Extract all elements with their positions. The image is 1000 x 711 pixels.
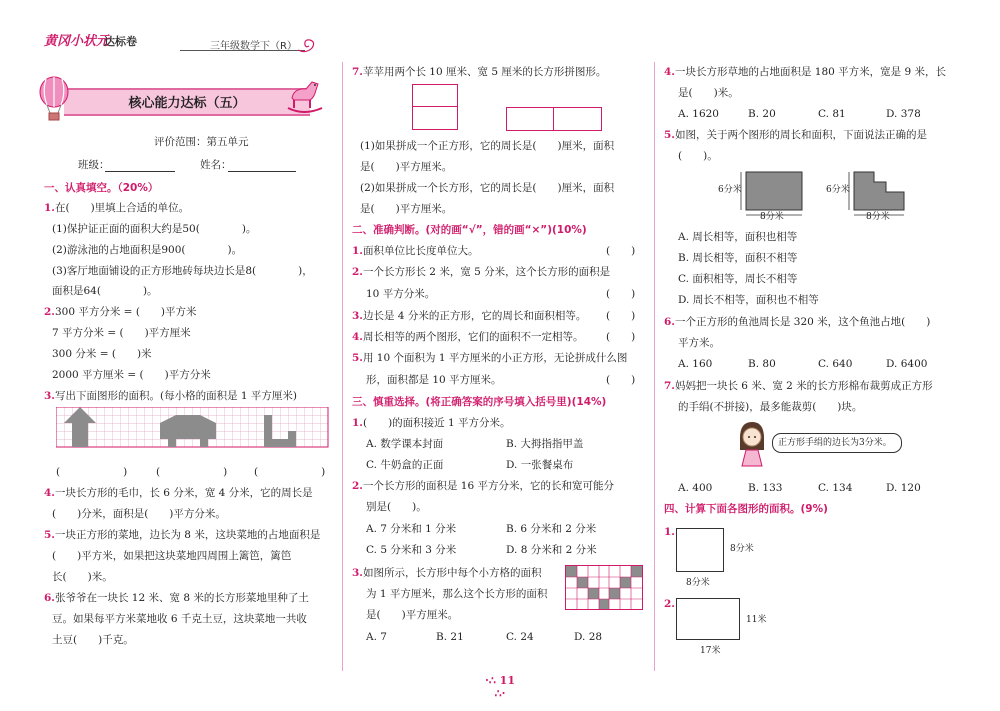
s3-q2-C[interactable]: C. 5 分米和 3 分米 xyxy=(366,544,457,556)
s1-q5-l3: 长( )米。 xyxy=(52,571,113,583)
header-rule xyxy=(180,50,305,51)
s1-q7-a1: (1)如果拼成一个正方形，它的周长是( )厘米，面积 xyxy=(360,140,615,152)
s2-item-4: 4.周长相等的两个图形，它们的面积不一定相等。 xyxy=(352,331,584,343)
page-ornament-right-icon: ∴· xyxy=(494,687,506,700)
s4-f1-width: 8分米 xyxy=(686,578,710,588)
s2-item-1: 1.面积单位比长度单位大。 xyxy=(352,245,479,257)
square-area-figure xyxy=(676,528,724,572)
s2-item-2-l2: 10 平方分米。 xyxy=(366,288,436,300)
s3-q5-D[interactable]: D. 周长不相等，面积也不相等 xyxy=(678,294,819,306)
s3-q2-A[interactable]: A. 7 分米和 1 分米 xyxy=(366,523,457,535)
s1-q3-blank-1[interactable]: ( ) xyxy=(56,466,128,478)
s3-q7-B[interactable]: B. 133 xyxy=(748,482,783,494)
s1-q3-blank-3[interactable]: ( ) xyxy=(254,466,326,478)
s3-q5-A[interactable]: A. 周长相等，面积也相等 xyxy=(678,231,798,243)
long-rect-figure xyxy=(506,107,602,131)
name-label: 姓名： xyxy=(200,159,232,171)
s1-q2-l4: 2000 平方厘米 = ( )平方分米 xyxy=(52,369,211,381)
s3-q1-C[interactable]: C. 牛奶盒的正面 xyxy=(366,459,444,471)
s3-q2-l2: 别是( )。 xyxy=(366,501,427,513)
s1-q2-l3: 300 分米 = ( )米 xyxy=(52,348,152,360)
s4-f2-num: 2. xyxy=(664,598,675,610)
rocking-horse-icon xyxy=(284,76,326,116)
s1-q6-l3: 土豆( )千克。 xyxy=(52,634,134,646)
s2-item-5: 5.用 10 个面积为 1 平方厘米的小正方形，无论拼成什么图 xyxy=(352,352,628,364)
girl-illustration-icon xyxy=(734,420,770,468)
s1-q6-l1: 6.张爷爷在一块长 12 米、宽 8 米的长方形菜地里种了土 xyxy=(44,592,309,604)
s3-q6-C[interactable]: C. 640 xyxy=(818,358,853,370)
s3-q6-B[interactable]: B. 80 xyxy=(748,358,776,370)
s3-q7-A[interactable]: A. 400 xyxy=(678,482,713,494)
s1-q3: 3.写出下面图形的面积。(每小格的面积是 1 平方厘米) xyxy=(44,390,298,402)
s2-mark-3[interactable]: ( ) xyxy=(606,310,636,322)
s3-q2-D[interactable]: D. 8 分米和 2 分米 xyxy=(506,544,597,556)
s1-q5-l2: ( )平方米，如果把这块菜地四周围上篱笆，篱笆 xyxy=(52,550,292,562)
brand-subtitle: 达标卷 xyxy=(104,35,137,48)
fig1-width-label: 8分米 xyxy=(760,212,784,222)
s3-q7-C[interactable]: C. 134 xyxy=(818,482,853,494)
s3-q3-l1: 3.如图所示，长方形中每个小方格的面积 xyxy=(352,567,542,579)
s3-q1: 1.( )的面积接近 1 平方分米。 xyxy=(352,417,511,429)
s1-q1-a: (1)保护证正面的面积大约是50( )。 xyxy=(52,223,257,235)
s4-f1-num: 1. xyxy=(664,526,675,538)
v-grid-figure xyxy=(565,565,643,611)
s3-q6-l1: 6.一个正方形的鱼池周长是 320 米，这个鱼池占地( ) xyxy=(664,316,931,328)
s3-q6-A[interactable]: A. 160 xyxy=(678,358,713,370)
fig2-width-label: 8分米 xyxy=(866,212,890,222)
s1-q5-l1: 5.一块正方形的菜地，边长为 8 米，这块菜地的占地面积是 xyxy=(44,529,321,541)
s3-q3-C[interactable]: C. 24 xyxy=(506,631,534,643)
s3-q4-A[interactable]: A. 1620 xyxy=(678,108,719,120)
s1-q7: 7.苹苹用两个长 10 厘米、宽 5 厘米的长方形拼图形。 xyxy=(352,66,607,78)
speech-bubble-text: 正方形手绢的边长为3分米。 xyxy=(778,438,892,448)
s1-q4-l2: ( )分米，面积是( )平方分米。 xyxy=(52,508,226,520)
s3-q7-D[interactable]: D. 120 xyxy=(886,482,921,494)
section-4-title: 四、计算下面各图形的面积。(9%) xyxy=(664,503,828,515)
s3-q3-B[interactable]: B. 21 xyxy=(436,631,464,643)
s3-q2-B[interactable]: B. 6 分米和 2 分米 xyxy=(506,523,597,535)
s4-f1-height: 8分米 xyxy=(730,544,754,554)
s3-q1-D[interactable]: D. 一张餐桌布 xyxy=(506,459,574,471)
rect-area-figure xyxy=(676,598,740,640)
fig1-height-label: 6分米 xyxy=(718,185,742,195)
section-2-title: 二、准确判断。(对的画“√”，错的画“×”)(10%) xyxy=(352,224,587,236)
class-field[interactable] xyxy=(105,171,175,172)
s3-q4-C[interactable]: C. 81 xyxy=(818,108,846,120)
s1-q6-l2: 豆。如果每平方米菜地收 6 千克土豆，这块菜地一共收 xyxy=(52,613,307,625)
s1-q1: 1.在( )里填上合适的单位。 xyxy=(44,202,190,214)
grade-label: 三年级数学下（R） xyxy=(210,41,297,52)
s3-q5-l2: ( )。 xyxy=(678,150,718,162)
s2-mark-1[interactable]: ( ) xyxy=(606,245,636,257)
banner-title: 核心能力达标（五） xyxy=(128,96,246,111)
s3-q5-B[interactable]: B. 周长相等，面积不相等 xyxy=(678,252,798,264)
s3-q7-l2: 的手绢(不拼接)，最多能裁剪( )块。 xyxy=(678,401,863,413)
s3-q3-l3: 是( )平方厘米。 xyxy=(366,609,459,621)
s2-mark-4[interactable]: ( ) xyxy=(606,331,636,343)
grid-figures xyxy=(56,407,332,453)
s2-mark-2[interactable]: ( ) xyxy=(606,288,636,300)
fig2-height-label: 6分米 xyxy=(826,185,850,195)
square-figure xyxy=(412,84,458,130)
s1-q1-c1: (3)客厅地面铺设的正方形地砖每块边长是8( )， xyxy=(52,265,313,277)
s3-q2-l1: 2.一个长方形的面积是 16 平方分米，它的长和宽可能分 xyxy=(352,480,615,492)
square-figure-split xyxy=(412,106,458,107)
s3-q5-C[interactable]: C. 面积相等，周长不相等 xyxy=(678,273,798,285)
s2-item-2: 2.一个长方形长 2 米，宽 5 分米，这个长方形的面积是 xyxy=(352,266,611,278)
s1-q3-blank-2[interactable]: ( ) xyxy=(156,466,228,478)
section-3-title: 三、慎重选择。(将正确答案的序号填入括号里)(14%) xyxy=(352,396,607,408)
s1-q2-l1: 2.300 平方分米 = ( )平方米 xyxy=(44,306,197,318)
s3-q6-D[interactable]: D. 6400 xyxy=(886,358,928,370)
s3-q4-l1: 4.一块长方形草地的占地面积是 180 平方米，宽是 9 米，长 xyxy=(664,66,947,78)
s3-q3-A[interactable]: A. 7 xyxy=(366,631,387,643)
page-ornament-left-icon: ·∴ xyxy=(485,674,500,687)
s3-q1-B[interactable]: B. 大拇指指甲盖 xyxy=(506,438,584,450)
s1-q1-b: (2)游泳池的占地面积是900( )。 xyxy=(52,244,243,256)
page-number: ·∴ 11 ∴· xyxy=(485,674,515,700)
s2-item-3: 3.边长是 4 分米的正方形，它的周长和面积相等。 xyxy=(352,310,587,322)
s2-item-5-l2: 形，面积都是 10 平方厘米。 xyxy=(366,374,502,386)
s3-q4-l2: 是( )米。 xyxy=(678,87,739,99)
s2-mark-5[interactable]: ( ) xyxy=(606,374,636,386)
name-field[interactable] xyxy=(228,171,296,172)
evaluation-range: 评价范围：第五单元 xyxy=(154,136,249,148)
s3-q3-D[interactable]: D. 28 xyxy=(574,631,603,643)
swirl-icon xyxy=(296,36,320,56)
s3-q3-l2: 为 1 平方厘米，那么这个长方形的面积 xyxy=(366,588,548,600)
s1-q4-l1: 4.一块长方形的毛巾，长 6 分米，宽 4 分米，它的周长是 xyxy=(44,487,313,499)
s1-q7-b1: (2)如果拼成一个长方形，它的周长是( )厘米，面积 xyxy=(360,182,615,194)
s1-q2-l2: 7 平方分米 = ( )平方厘米 xyxy=(52,327,191,339)
s3-q6-l2: 平方米。 xyxy=(678,337,720,349)
class-label: 班级： xyxy=(78,159,110,171)
s3-q4-B[interactable]: B. 20 xyxy=(748,108,776,120)
section-1-title: 一、认真填空。（20%） xyxy=(44,182,159,194)
s4-f2-height: 11米 xyxy=(746,615,767,625)
s4-f2-width: 17米 xyxy=(700,646,721,656)
s3-q7-l1: 7.妈妈把一块长 6 米、宽 2 米的长方形棉布裁剪成正方形 xyxy=(664,380,933,392)
s1-q1-c2: 面积是64( )。 xyxy=(52,285,158,297)
s3-q4-D[interactable]: D. 378 xyxy=(886,108,921,120)
s3-q1-A[interactable]: A. 数学课本封面 xyxy=(366,438,444,450)
header xyxy=(0,0,1000,60)
s1-q7-b2: 是( )平方厘米。 xyxy=(360,203,453,215)
brand-logo: 黄冈小状元 xyxy=(44,34,110,49)
long-rect-figure-split xyxy=(553,107,554,131)
s1-q7-a2: 是( )平方厘米。 xyxy=(360,161,453,173)
s3-q5-l1: 5.如图，关于两个图形的周长和面积，下面说法正确的是 xyxy=(664,129,927,141)
column-divider-1 xyxy=(342,62,343,671)
column-divider-2 xyxy=(654,62,655,671)
